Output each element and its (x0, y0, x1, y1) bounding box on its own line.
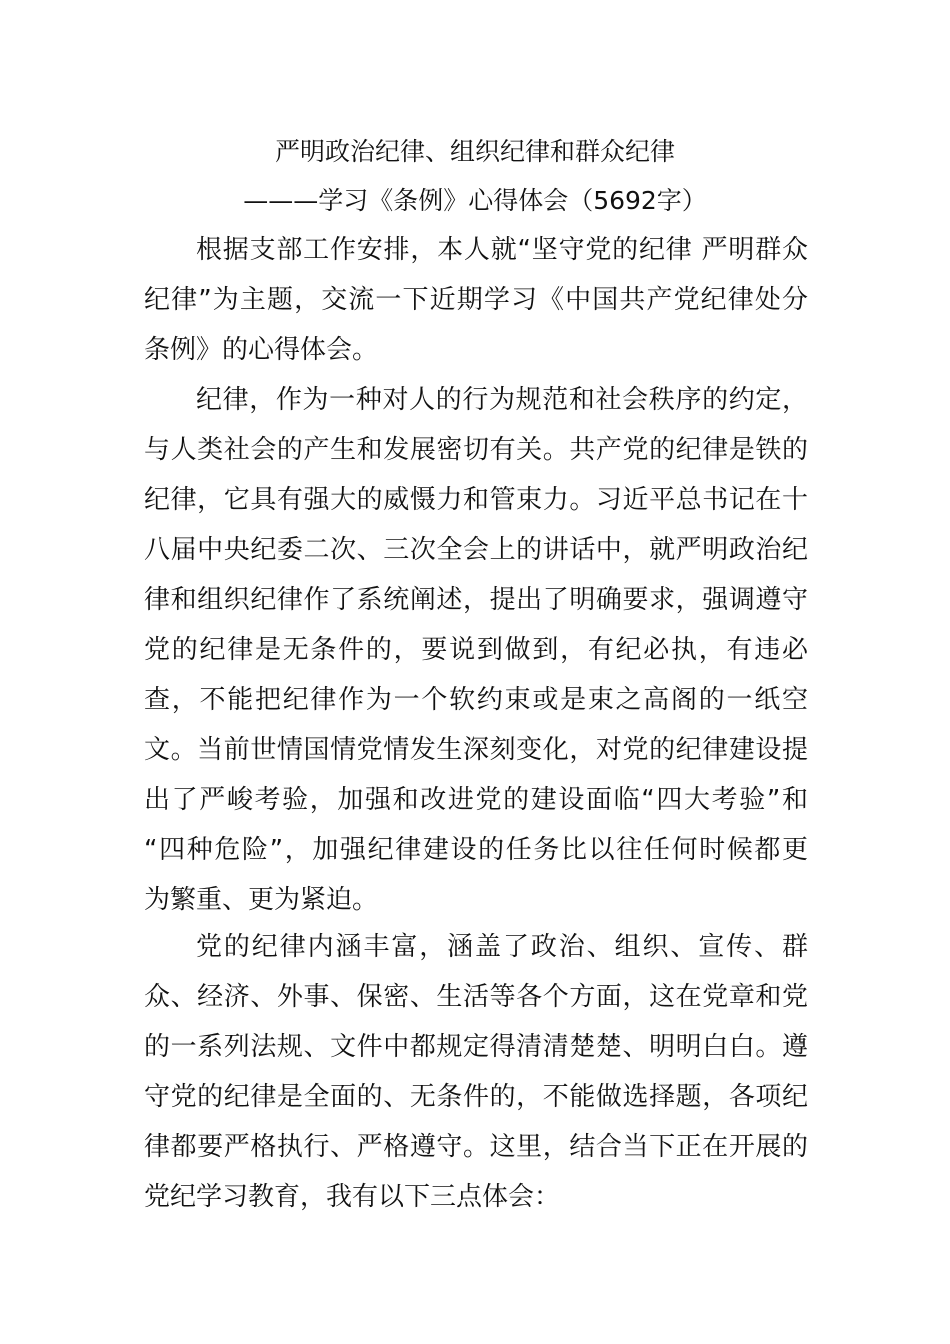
paragraph-line: 纪律，它具有强大的威慑力和管束力。习近平总书记在十 (144, 485, 808, 515)
paragraph-line: “四种危险”，加强纪律建设的任务比以往任何时候都更 (144, 835, 808, 865)
paragraph-line: 为繁重、更为紧迫。 (144, 885, 379, 915)
paragraph-line: 八届中央纪委二次、三次全会上的讲话中，就严明政治纪 (144, 535, 808, 565)
document-title: 严明政治纪律、组织纪律和群众纪律 (274, 137, 675, 166)
paragraph-line: 律都要严格执行、严格遵守。这里，结合当下正在开展的 (144, 1132, 808, 1162)
paragraph-line: 根据支部工作安排，本人就“坚守党的纪律 严明群众 (196, 235, 808, 265)
paragraph-line: 查，不能把纪律作为一个软约束或是束之高阁的一纸空 (144, 685, 808, 715)
paragraph-line: 与人类社会的产生和发展密切有关。共产党的纪律是铁的 (144, 435, 808, 465)
paragraph-line: 律和组织纪律作了系统阐述，提出了明确要求，强调遵守 (144, 585, 808, 615)
paragraph-line: 纪律，作为一种对人的行为规范和社会秩序的约定， (196, 385, 808, 415)
paragraph-line: 文。当前世情国情党情发生深刻变化，对党的纪律建设提 (144, 735, 808, 765)
paragraph-line: 纪律”为主题，交流一下近期学习《中国共产党纪律处分 (144, 285, 808, 315)
paragraph-line: 守党的纪律是全面的、无条件的，不能做选择题，各项纪 (144, 1082, 808, 1112)
paragraph-line: 条例》的心得体会。 (144, 335, 379, 365)
paragraph-line: 出了严峻考验，加强和改进党的建设面临“四大考验”和 (144, 785, 808, 815)
paragraph-line: 党的纪律是无条件的，要说到做到，有纪必执，有违必 (144, 635, 808, 665)
paragraph-line: 的一系列法规、文件中都规定得清清楚楚、明明白白。遵 (144, 1032, 808, 1062)
paragraph-line: 党纪学习教育，我有以下三点体会： (144, 1182, 561, 1212)
paragraph-line: 党的纪律内涵丰富，涵盖了政治、组织、宣传、群 (196, 932, 808, 962)
document-subtitle: ———学习《条例》心得体会（5692字） (243, 186, 707, 215)
paragraph-line: 众、经济、外事、保密、生活等各个方面，这在党章和党 (144, 982, 808, 1012)
